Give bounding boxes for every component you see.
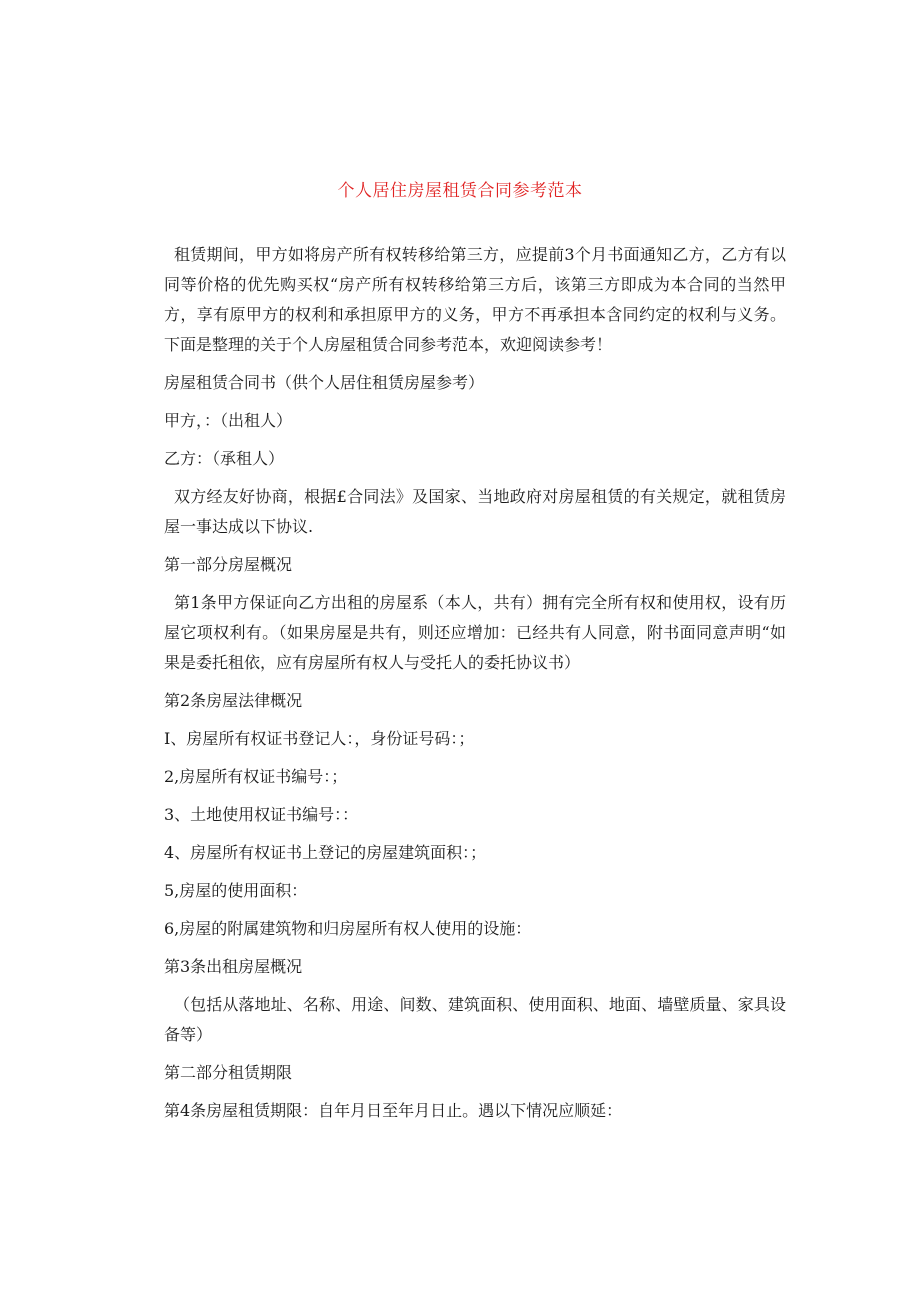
section-heading-1: 第一部分房屋概况	[164, 555, 293, 574]
article-4-paragraph: 第4条房屋租赁期限：自年月日至年月日止。遇以下情况应顺延：	[164, 1101, 623, 1120]
document-title: 个人居住房屋租赁合同参考范本	[337, 181, 583, 201]
article-1-paragraph: 第1条甲方保证向乙方出租的房屋系（本人，共有）拥有完全所有权和使用权，设有历屋它项权利有。（如果房屋是共有，则还应增加：已经共有人同意，附书面同意声明“如果是委托租依，应有房屋所有权人与受托人的委托协议书）	[164, 593, 786, 672]
list-item-3: 3、土地使用权证书编号：：	[164, 805, 359, 824]
agreement-paragraph: 双方经友好协商，根据£合同法》及国家、当地政府对房屋租赁的有关规定，就租赁房屋一事达成以下协议.	[164, 487, 786, 536]
article-3-details: （包括从落地址、名称、用途、间数、建筑面积、使用面积、地面、墙壁质量、家具设备等）	[164, 995, 786, 1044]
section-heading-2: 第二部分租赁期限	[164, 1063, 293, 1082]
party-b-line: 乙方：（承租人）	[164, 449, 285, 468]
article-2-heading: 第2条房屋法律概况	[164, 691, 303, 710]
party-a-line: 甲方，：（出租人）	[164, 411, 293, 430]
contract-subtitle: 房屋租赁合同书（供个人居住租赁房屋参考）	[164, 373, 485, 392]
document-body	[164, 240, 786, 1126]
list-item-2: 2,房屋所有权证书编号：；	[164, 767, 348, 786]
list-item-6: 6,房屋的附属建筑物和归房屋所有权人使用的设施：	[164, 919, 532, 938]
article-3-heading: 第3条出租房屋概况	[164, 957, 303, 976]
list-item-4: 4、房屋所有权证书上登记的房屋建筑面积：；	[164, 843, 487, 862]
intro-paragraph: 租赁期间，甲方如将房产所有权转移给第三方，应提前3个月书面通知乙方，乙方有以同等价格的优先购买权“房产所有权转移给第三方后，该第三方即成为本合同的当然甲方，享有原甲方的权利和承担原甲方的义务，甲方不再承担本含同约定的权利与义务。下面是整理的关于个人房屋租赁合同参考范本，欢迎阅读参考！	[164, 245, 786, 354]
list-item-5: 5,房屋的使用面积：	[164, 881, 308, 900]
list-item-1: I、房屋所有权证书登记人：，身份证号码：；	[164, 729, 475, 748]
